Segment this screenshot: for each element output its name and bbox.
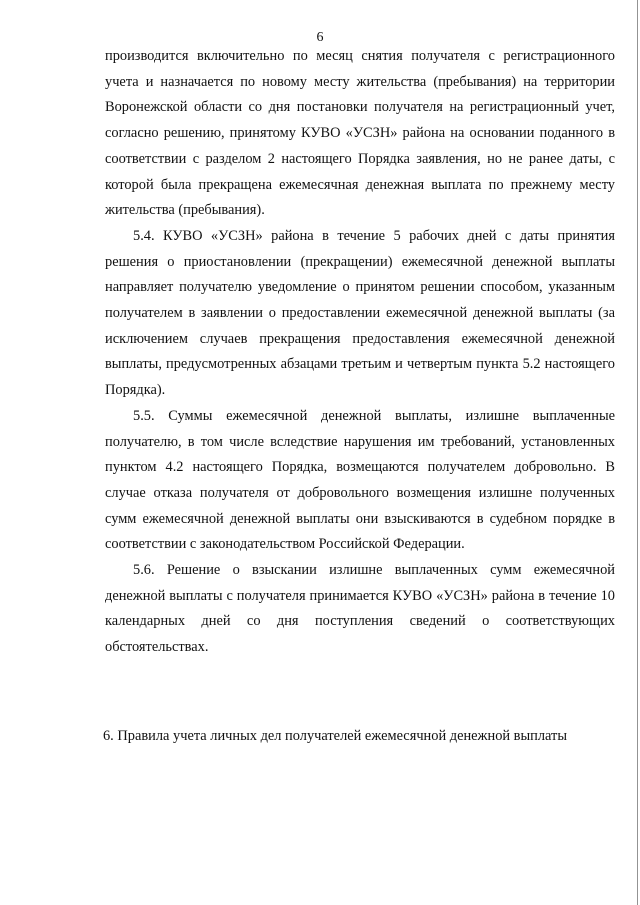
paragraph-5-5: 5.5. Суммы ежемесячной денежной выплаты, излишне выплаченные получателю, в том числе вследствие нарушения им требований, установленных пунктом 4.2 настоящего Порядка, возмещаются получателем добровольно. В случае отказа получателя от добровольного возмещения излишне полученных сумм ежемесячной денежной выплаты они взыскиваются в судебном порядке в соответствии с законодательством Российской Федерации.	[105, 407, 615, 553]
scan-edge-line	[637, 0, 638, 905]
page-number: 6	[316, 30, 324, 45]
paragraph-5-4: 5.4. КУВО «УСЗН» района в течение 5 рабочих дней с даты принятия решения о приостановлении (прекращении) ежемесячной денежной выплаты направляет получателю уведомление о принятом решении способом, указанным получателем в заявлении о предоставлении ежемесячной денежной выплаты (за исключением случаев прекращения предоставления ежемесячной денежной выплаты, предусмотренных абзацами третьим и четвертым пункта 5.2 настоящего Порядка).	[105, 227, 615, 399]
section-heading: 6. Правила учета личных дел получателей ежемесячной денежной выплаты	[102, 728, 568, 744]
paragraph-5-6: 5.6. Решение о взыскании излишне выплаченных сумм ежемесячной денежной выплаты с получателя принимается КУВО «УСЗН» района в течение 10 календарных дней со дня поступления сведений о соответствующих обстоятельствах.	[105, 562, 615, 656]
paragraph-continuation: производится включительно по месяц снятия получателя с регистрационного учета и назначается по новому месту жительства (пребывания) на территории Воронежской области со дня постановки получателя на регистрационный учет, согласно решению, принятому КУВО «УСЗН» района на основании поданного в соответствии с разделом 2 настоящего Порядка заявления, но не ранее даты, с которой была прекращена ежемесячная денежная выплата по прежнему месту жительства (пребывания).	[105, 48, 615, 219]
document-body	[105, 44, 615, 661]
